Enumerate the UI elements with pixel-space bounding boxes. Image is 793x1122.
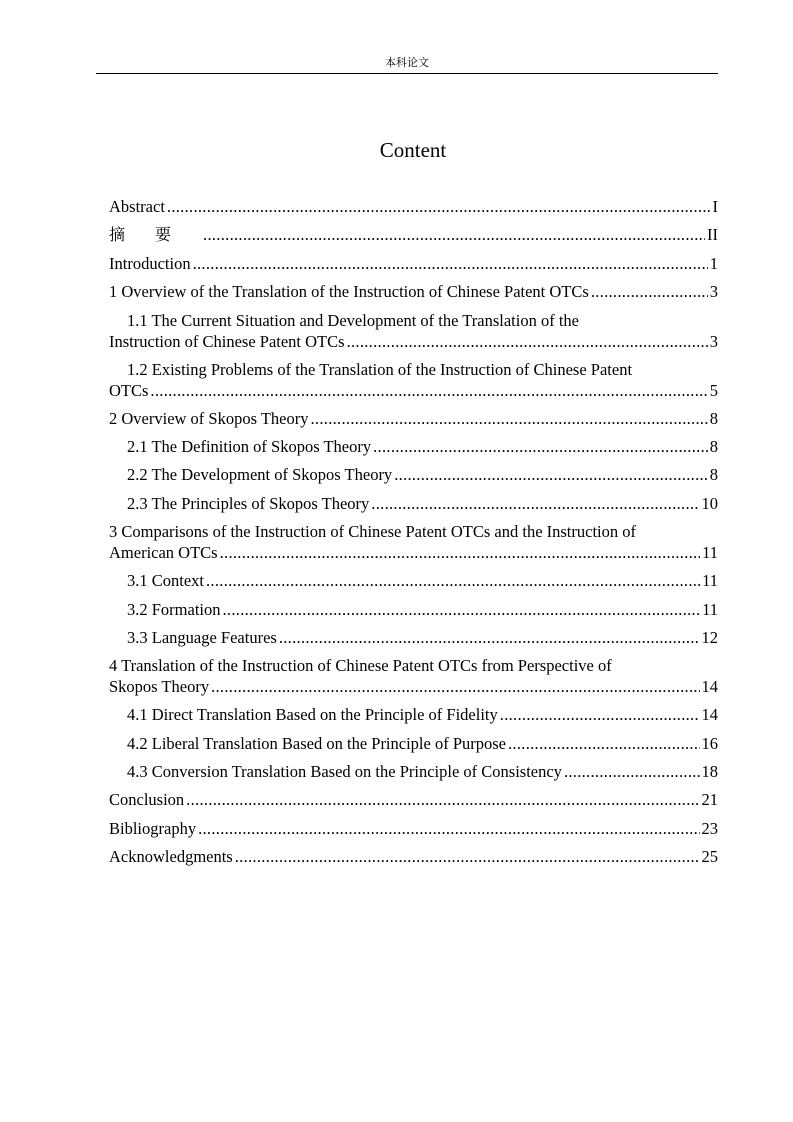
- toc-page-number: 8: [709, 436, 718, 456]
- toc-page-number: 23: [701, 818, 718, 838]
- dot-leader: [394, 464, 708, 486]
- toc-label: 4.3 Conversion Translation Based on the Principle of Consistency: [127, 762, 562, 782]
- dot-leader: [206, 570, 700, 592]
- dot-leader: [500, 704, 700, 726]
- toc-page-number: 21: [701, 790, 718, 810]
- toc-label: Abstract: [109, 197, 165, 216]
- toc-page-number: 3: [709, 331, 718, 351]
- toc-label-line1: 1.2 Existing Problems of the Translation of the Instruction of Chinese Patent: [127, 359, 633, 379]
- dot-leader: [203, 224, 705, 246]
- dot-leader: [373, 436, 708, 458]
- dot-leader: [564, 761, 700, 783]
- toc-entry-section-4-3[interactable]: [109, 761, 718, 789]
- dot-leader: [508, 733, 700, 755]
- dot-leader: [591, 281, 708, 303]
- toc-entry-section-2-1[interactable]: [109, 436, 718, 464]
- dot-leader: [211, 676, 699, 697]
- dot-leader: [167, 196, 711, 218]
- toc-label: 2.2 The Development of Skopos Theory: [127, 465, 393, 485]
- dot-leader: [193, 253, 708, 275]
- toc-label: 1 Overview of the Translation of the Instruction of Chinese Patent OTCs: [109, 282, 589, 302]
- toc-page-number: I: [712, 197, 718, 216]
- toc-entry-abstract[interactable]: [109, 196, 718, 224]
- toc-page-number: 14: [701, 705, 718, 725]
- toc-page-number: 8: [709, 408, 718, 428]
- toc-label: Bibliography: [109, 818, 197, 838]
- toc-page-number: 11: [702, 599, 718, 619]
- toc-page-number: 1: [709, 253, 718, 273]
- toc-entry-section-3-3[interactable]: [109, 627, 718, 655]
- toc-label-line1: 4 Translation of the Instruction of Chinese Patent OTCs from Perspective of: [109, 656, 612, 676]
- dot-leader: [235, 846, 700, 868]
- toc-label: Acknowledgments: [109, 847, 233, 867]
- dot-leader: [220, 542, 701, 563]
- toc-page-number: II: [707, 225, 718, 245]
- dot-leader: [198, 818, 699, 840]
- toc-label: 3.1 Context: [127, 571, 204, 591]
- toc-label-line1: 3 Comparisons of the Instruction of Chinese Patent OTCs and the Instruction of: [109, 522, 637, 542]
- toc-entry-acknowledgments[interactable]: [109, 846, 718, 874]
- toc-label: Introduction: [109, 253, 191, 273]
- header-rule: [96, 73, 718, 74]
- toc-entry-section-1-1[interactable]: [109, 310, 718, 359]
- toc-label: 3.3 Language Features: [127, 627, 277, 647]
- page-title: Content: [379, 138, 447, 162]
- toc-entry-section-3-1[interactable]: [109, 570, 718, 598]
- toc-page-number: 25: [701, 847, 718, 867]
- toc-label: 2.1 The Definition of Skopos Theory: [127, 436, 372, 456]
- toc-label: 2.3 The Principles of Skopos Theory: [127, 493, 370, 513]
- toc-page-number: 10: [701, 493, 718, 513]
- toc-label-line2: Instruction of Chinese Patent OTCs: [109, 331, 345, 351]
- toc-entry-section-1-2[interactable]: [109, 359, 718, 408]
- toc-label: 4.2 Liberal Translation Based on the Principle of Purpose: [127, 733, 506, 753]
- dot-leader: [279, 627, 700, 649]
- dot-leader: [186, 789, 699, 811]
- toc-entry-bibliography[interactable]: [109, 818, 718, 846]
- dot-leader: [150, 380, 707, 401]
- toc-entry-chapter-3[interactable]: [109, 521, 718, 570]
- toc-label: 4.1 Direct Translation Based on the Principle of Fidelity: [127, 705, 498, 725]
- toc-label: Conclusion: [109, 790, 185, 810]
- toc-page-number: 11: [702, 571, 718, 591]
- toc-label-line2: OTCs: [109, 380, 149, 400]
- toc-page-number: 8: [709, 465, 718, 485]
- dot-leader: [347, 331, 708, 352]
- toc-entry-section-2-3[interactable]: [109, 493, 718, 521]
- toc-page-number: 3: [709, 282, 718, 302]
- toc-page-number: 11: [702, 543, 718, 563]
- toc-entry-chapter-4[interactable]: [109, 655, 718, 704]
- table-of-contents: [109, 196, 718, 875]
- toc-entry-conclusion[interactable]: [109, 789, 718, 817]
- toc-page-number: 16: [701, 733, 718, 753]
- dot-leader: [311, 408, 708, 430]
- dot-leader: [223, 599, 701, 621]
- dot-leader: [371, 493, 699, 515]
- toc-label-line2: American OTCs: [109, 543, 218, 563]
- toc-label: 2 Overview of Skopos Theory: [109, 408, 309, 428]
- toc-entry-section-2-2[interactable]: [109, 464, 718, 492]
- toc-page-number: 18: [701, 762, 718, 782]
- toc-label-line1: 1.1 The Current Situation and Development of the Translation of the: [127, 310, 580, 330]
- toc-entry-chapter-2[interactable]: [109, 408, 718, 436]
- toc-label: 摘要: [109, 225, 202, 245]
- toc-page-number: 14: [701, 677, 718, 697]
- toc-entry-section-4-2[interactable]: [109, 733, 718, 761]
- toc-entry-introduction[interactable]: [109, 253, 718, 281]
- toc-entry-section-3-2[interactable]: [109, 599, 718, 627]
- toc-label-line2: Skopos Theory: [109, 677, 210, 697]
- toc-entry-section-4-1[interactable]: [109, 704, 718, 732]
- toc-entry-chapter-1[interactable]: [109, 281, 718, 309]
- running-header: 本科论文: [385, 56, 429, 69]
- toc-page-number: 12: [701, 627, 718, 647]
- toc-entry-zhaiyao[interactable]: [109, 224, 718, 252]
- toc-label: 3.2 Formation: [127, 599, 221, 619]
- toc-page-number: 5: [709, 380, 718, 400]
